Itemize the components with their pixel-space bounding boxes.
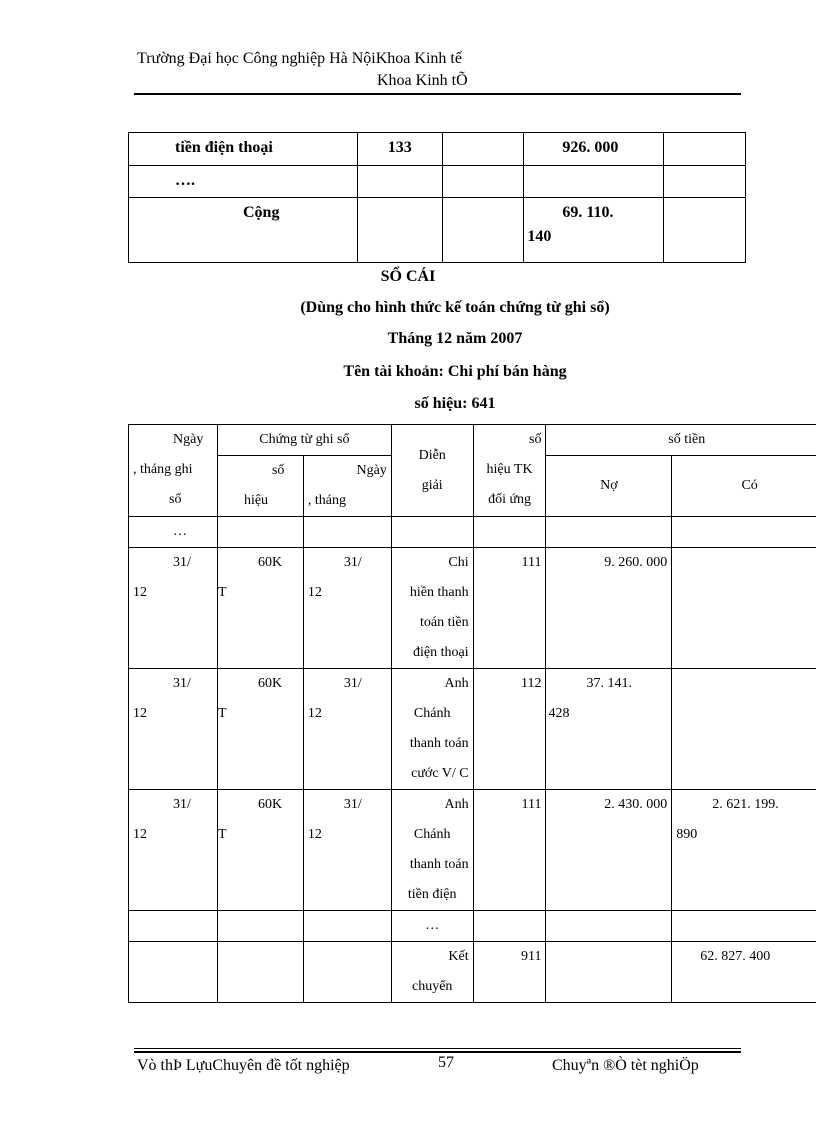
table-cell: 133 (357, 133, 442, 166)
table-cell: 60K T (217, 790, 303, 911)
table-cell: 111 (473, 790, 546, 911)
table-cell (672, 669, 816, 790)
table-cell (524, 198, 664, 263)
header-cell-voucher-date (303, 456, 391, 517)
header-text: , tháng ghi (133, 462, 193, 477)
table-row (129, 942, 816, 1003)
table-cell: 911 (473, 942, 546, 1003)
table-cell: 31/ 12 (303, 669, 391, 790)
table-cell: 37. 141. 428 (546, 669, 672, 790)
table-cell: … (129, 517, 218, 548)
header-cell-description (391, 425, 473, 517)
table-cell: Anh Chánh thanh toán tiền điện (391, 790, 473, 911)
table-cell (391, 517, 473, 548)
table-cell (357, 198, 442, 263)
table-cell: …. (129, 166, 358, 198)
table-row (129, 133, 746, 166)
summary-table (128, 132, 746, 263)
ledger-account-name: Tên tài khoản: Chi phí bán hàng (343, 363, 567, 380)
header-text: số (271, 463, 285, 478)
header-cell-voucher-number (217, 456, 303, 517)
header-text: hiệu (243, 493, 269, 508)
footer-rule (134, 1051, 741, 1053)
header-text: Ngày (173, 432, 204, 447)
footer-author: Vò thÞ LựuChuyên đề tốt nghiệp (137, 1057, 350, 1074)
ledger-account-number: số hiệu: 641 (414, 395, 496, 412)
table-cell: Kết chuyển (391, 942, 473, 1003)
footer-rule (134, 1048, 741, 1049)
table-cell: 31/ 12 (129, 669, 218, 790)
table-cell (357, 166, 442, 198)
ledger-table (128, 424, 816, 1003)
header-text: hiệu TK (486, 462, 533, 477)
table-cell: tiền điện thoại (129, 133, 358, 166)
table-cell (217, 942, 303, 1003)
table-cell (303, 517, 391, 548)
header-text: Diễn (418, 447, 446, 463)
table-cell (442, 166, 524, 198)
table-cell (442, 198, 524, 263)
header-text: số (529, 432, 542, 447)
table-cell: 926. 000 (524, 133, 664, 166)
header-text: đối ứng (488, 492, 532, 507)
header-text: Ngày (356, 463, 387, 478)
header-cell-voucher: Chứng từ ghi sổ (217, 425, 391, 456)
table-cell (217, 517, 303, 548)
header-school-line: Trường Đại học Công nghiệp Hà NộiKhoa Kinh tế (137, 50, 462, 67)
ledger-subtitle: (Dùng cho hình thức kế toán chứng từ ghi sổ) (300, 299, 610, 316)
amount-line: 69. 110. (562, 204, 614, 221)
table-cell: 60K T (217, 669, 303, 790)
ledger-month: Tháng 12 năm 2007 (387, 330, 523, 347)
table-cell (672, 911, 816, 942)
header-cell-date (129, 425, 218, 517)
table-row (129, 548, 816, 669)
header-cell-amount: số tiền (546, 425, 816, 456)
header-text: sổ (169, 492, 182, 507)
table-cell: 60K T (217, 548, 303, 669)
table-cell: 31/ 12 (129, 548, 218, 669)
footer-title: Chuyªn ®Ò tèt nghiÖp (552, 1057, 699, 1074)
table-cell: 2. 621. 199. 890 (672, 790, 816, 911)
table-cell (664, 166, 746, 198)
table-cell (129, 942, 218, 1003)
table-cell (303, 942, 391, 1003)
table-row (129, 166, 746, 198)
table-row (129, 517, 816, 548)
table-row (129, 669, 816, 790)
table-cell (546, 942, 672, 1003)
table-cell (442, 133, 524, 166)
table-cell (664, 198, 746, 263)
header-text: giải (421, 477, 443, 493)
table-row (129, 790, 816, 911)
table-cell (546, 911, 672, 942)
table-cell: … (391, 911, 473, 942)
table-row (129, 911, 816, 942)
table-cell (524, 166, 664, 198)
table-cell: Anh Chánh thanh toán cước V/ C (391, 669, 473, 790)
table-cell: 31/ 12 (303, 790, 391, 911)
table-cell: 31/ 12 (129, 790, 218, 911)
table-cell (672, 548, 816, 669)
ledger-title: SỔ CÁI (380, 268, 436, 285)
table-cell: 2. 430. 000 (546, 790, 672, 911)
header-cell-corresponding-account (473, 425, 546, 517)
table-cell (473, 911, 546, 942)
table-header-row (129, 425, 816, 456)
table-cell: 112 (473, 669, 546, 790)
table-cell (303, 911, 391, 942)
amount-line: 140 (527, 228, 552, 245)
table-cell: Chi hiền thanh toán tiền điện thoại (391, 548, 473, 669)
table-cell (546, 517, 672, 548)
table-cell (672, 517, 816, 548)
table-cell: 9. 260. 000 (546, 548, 672, 669)
table-cell: Cộng (129, 198, 358, 263)
header-text: , tháng (307, 493, 346, 508)
header-faculty-line: Khoa Kinh tÕ (377, 72, 468, 89)
page-number: 57 (438, 1054, 454, 1071)
header-cell-debit: Nợ (546, 456, 672, 517)
table-cell (473, 517, 546, 548)
table-cell: 111 (473, 548, 546, 669)
header-rule (134, 93, 741, 95)
header-cell-credit: Có (672, 456, 816, 517)
table-cell: 31/ 12 (303, 548, 391, 669)
table-cell (129, 911, 218, 942)
table-cell: 62. 827. 400 (672, 942, 816, 1003)
table-row (129, 198, 746, 263)
table-cell (664, 133, 746, 166)
table-cell (217, 911, 303, 942)
